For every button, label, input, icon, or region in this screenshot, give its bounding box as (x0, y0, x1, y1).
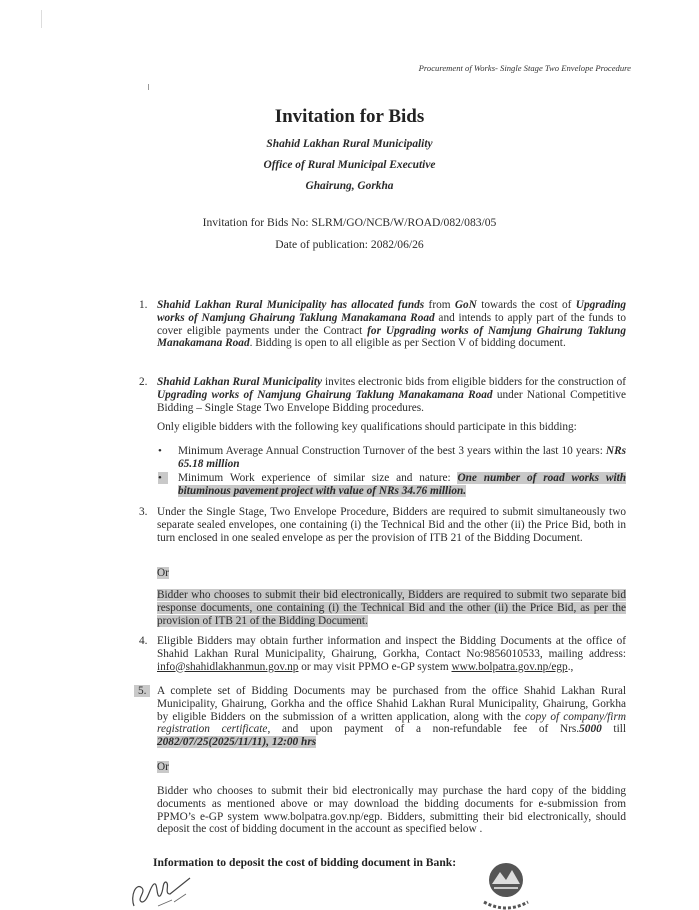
p2-project-name: Upgrading works of Namjung Ghairung Taklung Manakamana Road (157, 388, 493, 401)
p4-text-b: or may visit PPMO e-GP system (298, 660, 452, 673)
p5-certificate: copy of company/firm registration certificate (157, 710, 626, 736)
p2-text-d: under National Competitive Bidding – Single Stage Two Envelope Bidding procedures. (157, 388, 626, 414)
electronic-submission-note (157, 589, 626, 627)
p4-text-c: ., (567, 660, 574, 673)
organization-name: Shahid Lakhan Rural Municipality (266, 138, 433, 150)
organization-location: Ghairung, Gorkha (305, 180, 394, 192)
p1-text-d: towards the cost of (476, 299, 576, 311)
experience-value: One number of road works with bituminous pavement project with value of NRs 34.76 million. (178, 472, 627, 497)
paragraph-number: 3. (139, 506, 148, 518)
turnover-value: NRs 65.18 million (178, 445, 626, 470)
organization-office: Office of Rural Municipal Executive (263, 159, 436, 171)
turnover-text: Minimum Average Annual Construction Turnover of the best 3 years within the last 10 years: (178, 445, 606, 457)
qualification-turnover (178, 445, 626, 471)
p5-text-a: A complete set of Bidding Documents may be purchased from the office Shahid Lakhan Rural Municipality, Ghairung, Gorkha and the office Shahid Lakhan Rural Municipality, Ghairung, Gorkha by eligible Bidders on the submission of a written application, along with the (157, 685, 626, 723)
scan-mark (148, 84, 149, 90)
p1-text-h: . Bidding is open to all eligible as per Section V of bidding document. (249, 337, 566, 350)
paragraph-5 (157, 685, 626, 749)
p1-project-name: Upgrading works of Namjung Ghairung Taklung Manakamana Road (157, 299, 627, 324)
electronic-text: Bidder who chooses to submit their bid electronically, Bidders are required to submit two separate bid response documents, one containing (i) the Technical Bid and the other (ii) the Price Bid, as per the provision of ITB 21 of the Bidding Document. (157, 589, 626, 627)
scan-mark (41, 10, 42, 28)
p1-bold-a: Shahid Lakhan Rural Municipality has allocated funds (157, 299, 425, 311)
or-text: Or (157, 567, 169, 579)
fee-amount: 5000 (579, 723, 602, 736)
egp-link[interactable]: www.bolpatra.gov.np/egp (451, 660, 568, 673)
p2-bold-a: Shahid Lakhan Rural Municipality (157, 376, 323, 388)
p1-contract-name: for Upgrading works of Namjung Ghairung Taklung Manakamana Road (157, 324, 626, 350)
paragraph-4 (157, 635, 626, 673)
paragraph-2 (157, 376, 626, 414)
or-text: Or (157, 761, 169, 773)
running-header: Procurement of Works- Single Stage Two Envelope Procedure (418, 63, 631, 73)
electronic-purchase-note: Bidder who chooses to submit their bid electronically may purchase the hard copy of the bidding documents as mentioned above or may download the bidding documents for e-submission from PPMO’s e-GP system www.bolpatra.gov.np/egp. Bidders, submitting their bid electronically, should deposit the cost of bidding document in the account as specified below . (157, 785, 626, 836)
signature (128, 872, 198, 910)
p1-text-f: and intends to apply part of the funds to cover eligible payments under the Contract (157, 311, 627, 337)
p1-text-b: from (424, 299, 455, 311)
paragraph-number: 1. (139, 299, 148, 311)
or-separator (157, 567, 169, 580)
bullet-icon: • (158, 445, 162, 457)
p2-text-b: invites electronic bids from eligible bidders for the construction of (322, 376, 626, 388)
qualification-experience (178, 472, 626, 498)
or-separator (157, 761, 169, 774)
p5-text-d: till (601, 723, 626, 736)
paragraph-3: Under the Single Stage, Two Envelope Procedure, Bidders are required to submit simultaneously two separate sealed envelopes, one containing (i) the Technical Bid and the other (ii) the Price Bid, both in turn enclosed in one sealed envelope as per the provision of ITB 21 of the Bidding Document. (157, 506, 626, 544)
p5-text-c: , and upon payment of a non-refundable fee of Nrs. (267, 723, 580, 736)
experience-text: Minimum Work experience of similar size and nature: (178, 472, 458, 484)
deadline: 2082/07/25(2025/11/11), 12:00 hrs (157, 736, 317, 749)
p4-text-a: Eligible Bidders may obtain further information and inspect the Bidding Documents at the office of Shahid Lakhan Rural Municipality, Ghairung, Gorkha, Contact No:9856010533, mailing address: (157, 635, 626, 660)
bullet-icon: • (158, 472, 168, 484)
paragraph-number: 2. (139, 376, 148, 388)
p1-gon: GoN (454, 299, 477, 311)
paragraph-number: 4. (139, 635, 148, 647)
paragraph-number: 5. (134, 685, 150, 697)
email-link[interactable]: info@shahidlakhanmun.gov.np (157, 660, 299, 673)
bank-info-heading: Information to deposit the cost of bidding document in Bank: (153, 856, 457, 869)
publication-date: Date of publication: 2082/06/26 (275, 238, 424, 251)
ifb-number: Invitation for Bids No: SLRM/GO/NCB/W/ROAD/082/083/05 (202, 216, 497, 229)
paragraph-1 (157, 299, 626, 350)
official-seal (476, 858, 536, 910)
page-title: Invitation for Bids (274, 106, 425, 127)
qualifications-intro: Only eligible bidders with the following key qualifications should participate in this bidding: (157, 421, 577, 433)
